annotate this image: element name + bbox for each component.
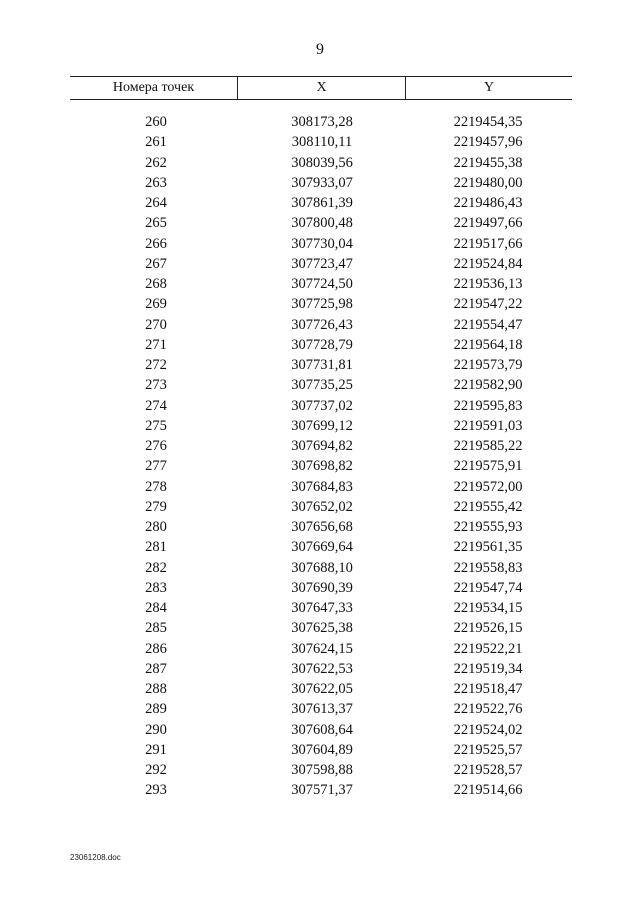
point-number-cell: 271 <box>145 336 167 353</box>
x-coordinate-cell: 307625,38 <box>291 620 353 637</box>
point-number-cell: 263 <box>145 174 167 191</box>
point-number-cell: 293 <box>145 782 167 799</box>
y-coordinate-cell: 2219519,34 <box>453 660 523 677</box>
point-number-cell: 268 <box>145 276 167 292</box>
table-row <box>0 234 640 254</box>
point-number-cell: 288 <box>145 681 167 697</box>
point-number-cell: 262 <box>145 154 167 171</box>
y-coordinate-cell: 2219582,90 <box>453 377 523 394</box>
x-coordinate-cell: 307694,82 <box>291 438 353 454</box>
table-header <box>70 76 572 100</box>
point-number-cell: 278 <box>145 478 167 495</box>
table-row <box>0 639 640 659</box>
x-coordinate-cell: 307647,33 <box>291 600 353 616</box>
table-row <box>0 396 640 416</box>
table-row <box>0 213 640 233</box>
y-coordinate-cell: 2219591,03 <box>453 417 523 434</box>
x-coordinate-cell: 307698,82 <box>291 458 353 475</box>
header-point-number: Номера точек <box>70 77 238 99</box>
x-coordinate-cell: 307604,89 <box>291 741 353 758</box>
point-number-cell: 264 <box>145 195 167 211</box>
point-number-cell: 270 <box>145 316 167 333</box>
point-number-cell: 279 <box>145 498 167 515</box>
document-filename: 23061208.doc <box>70 853 121 862</box>
x-coordinate-cell: 307598,88 <box>291 762 353 778</box>
x-coordinate-cell: 307624,15 <box>291 640 353 657</box>
y-coordinate-cell: 2219534,15 <box>453 600 523 616</box>
table-row <box>0 294 640 314</box>
table-row <box>0 335 640 355</box>
table-row <box>0 193 640 213</box>
point-number-cell: 285 <box>145 620 167 637</box>
x-coordinate-cell: 307726,43 <box>291 316 353 333</box>
y-coordinate-cell: 2219514,66 <box>453 782 523 799</box>
x-coordinate-cell: 308039,56 <box>291 154 353 171</box>
y-coordinate-cell: 2219564,18 <box>453 336 523 353</box>
point-number-cell: 283 <box>145 579 167 596</box>
x-coordinate-cell: 307684,83 <box>291 478 353 495</box>
table-row <box>0 274 640 294</box>
table-row <box>0 659 640 679</box>
point-number-cell: 261 <box>145 134 167 151</box>
x-coordinate-cell: 307656,68 <box>291 519 353 535</box>
y-coordinate-cell: 2219486,43 <box>453 195 523 211</box>
point-number-cell: 282 <box>145 559 167 576</box>
y-coordinate-cell: 2219573,79 <box>453 357 523 373</box>
table-row <box>0 578 640 598</box>
point-number-cell: 275 <box>145 417 167 434</box>
y-coordinate-cell: 2219497,66 <box>453 215 523 232</box>
y-coordinate-cell: 2219526,15 <box>453 620 523 637</box>
y-coordinate-cell: 2219547,74 <box>453 579 523 596</box>
point-number-cell: 286 <box>145 640 167 657</box>
x-coordinate-cell: 307861,39 <box>291 195 353 211</box>
point-number-cell: 266 <box>145 235 167 252</box>
x-coordinate-cell: 307728,79 <box>291 336 353 353</box>
point-number-cell: 273 <box>145 377 167 394</box>
point-number-cell: 277 <box>145 458 167 475</box>
table-row <box>0 315 640 335</box>
x-coordinate-cell: 307688,10 <box>291 559 353 576</box>
x-coordinate-cell: 307737,02 <box>291 397 353 414</box>
x-coordinate-cell: 307608,64 <box>291 721 353 738</box>
x-coordinate-cell: 307724,50 <box>291 276 353 292</box>
y-coordinate-cell: 2219525,57 <box>453 741 523 758</box>
y-coordinate-cell: 2219524,02 <box>453 721 523 738</box>
point-number-cell: 260 <box>145 114 167 130</box>
table-row <box>0 355 640 375</box>
table-row <box>0 112 640 132</box>
y-coordinate-cell: 2219455,38 <box>453 154 523 171</box>
y-coordinate-cell: 2219517,66 <box>453 235 523 252</box>
point-number-cell: 291 <box>145 741 167 758</box>
y-coordinate-cell: 2219536,13 <box>453 276 523 292</box>
header-y: Y <box>483 80 495 95</box>
x-coordinate-cell: 307725,98 <box>291 296 353 313</box>
table-row <box>0 497 640 517</box>
point-number-cell: 290 <box>145 721 167 738</box>
x-coordinate-cell: 307723,47 <box>291 255 353 272</box>
y-coordinate-cell: 2219558,83 <box>453 559 523 576</box>
y-coordinate-cell: 2219522,76 <box>453 701 523 718</box>
coordinates-table-body <box>0 112 640 801</box>
y-coordinate-cell: 2219547,22 <box>453 296 523 313</box>
table-row <box>0 173 640 193</box>
y-coordinate-cell: 2219572,00 <box>453 478 523 495</box>
point-number-cell: 292 <box>145 762 167 778</box>
x-coordinate-cell: 307800,48 <box>291 215 353 232</box>
x-coordinate-cell: 307690,39 <box>291 579 353 596</box>
x-coordinate-cell: 307652,02 <box>291 498 353 515</box>
y-coordinate-cell: 2219555,93 <box>453 519 523 535</box>
y-coordinate-cell: 2219595,83 <box>453 397 523 414</box>
x-coordinate-cell: 307622,53 <box>291 660 353 677</box>
table-row <box>0 375 640 395</box>
y-coordinate-cell: 2219522,21 <box>453 640 523 657</box>
point-number-cell: 287 <box>145 660 167 677</box>
header-x: X <box>238 77 406 99</box>
table-row <box>0 720 640 740</box>
x-coordinate-cell: 307730,04 <box>291 235 353 252</box>
point-number-cell: 284 <box>145 600 167 616</box>
point-number-cell: 289 <box>145 701 167 718</box>
table-row <box>0 699 640 719</box>
point-number-cell: 276 <box>145 438 167 454</box>
point-number-cell: 265 <box>145 215 167 232</box>
page-number: 9 <box>316 41 324 58</box>
table-row <box>0 679 640 699</box>
y-coordinate-cell: 2219528,57 <box>453 762 523 778</box>
table-row <box>0 153 640 173</box>
y-coordinate-cell: 2219457,96 <box>453 134 523 151</box>
x-coordinate-cell: 307933,07 <box>291 174 353 191</box>
x-coordinate-cell: 307613,37 <box>291 701 353 718</box>
table-row <box>0 780 640 800</box>
x-coordinate-cell: 307699,12 <box>291 417 353 434</box>
y-coordinate-cell: 2219518,47 <box>453 681 523 697</box>
y-coordinate-cell: 2219454,35 <box>453 114 523 130</box>
x-coordinate-cell: 307571,37 <box>291 782 353 799</box>
y-coordinate-cell: 2219555,42 <box>453 498 523 515</box>
table-row <box>0 132 640 152</box>
table-row <box>0 456 640 476</box>
y-coordinate-cell: 2219575,91 <box>453 458 523 475</box>
x-coordinate-cell: 307669,64 <box>291 539 353 556</box>
table-row <box>0 598 640 618</box>
y-coordinate-cell: 2219554,47 <box>453 316 523 333</box>
point-number-cell: 269 <box>145 296 167 313</box>
y-coordinate-cell: 2219561,35 <box>453 539 523 556</box>
table-row <box>0 517 640 537</box>
table-row <box>0 537 640 557</box>
table-row <box>0 558 640 578</box>
y-coordinate-cell: 2219524,84 <box>453 255 523 272</box>
table-row <box>0 760 640 780</box>
x-coordinate-cell: 308110,11 <box>291 134 353 151</box>
y-coordinate-cell: 2219480,00 <box>453 174 523 191</box>
table-row <box>0 436 640 456</box>
point-number-cell: 280 <box>145 519 167 535</box>
table-row <box>0 740 640 760</box>
table-row <box>0 416 640 436</box>
table-row <box>0 254 640 274</box>
table-row <box>0 477 640 497</box>
table-row <box>0 618 640 638</box>
point-number-cell: 272 <box>145 357 167 373</box>
point-number-cell: 281 <box>145 539 167 556</box>
x-coordinate-cell: 308173,28 <box>291 114 353 130</box>
point-number-cell: 267 <box>145 255 167 272</box>
point-number-cell: 274 <box>145 397 167 414</box>
x-coordinate-cell: 307622,05 <box>291 681 353 697</box>
x-coordinate-cell: 307731,81 <box>291 357 353 373</box>
x-coordinate-cell: 307735,25 <box>291 377 353 394</box>
y-coordinate-cell: 2219585,22 <box>453 438 523 454</box>
